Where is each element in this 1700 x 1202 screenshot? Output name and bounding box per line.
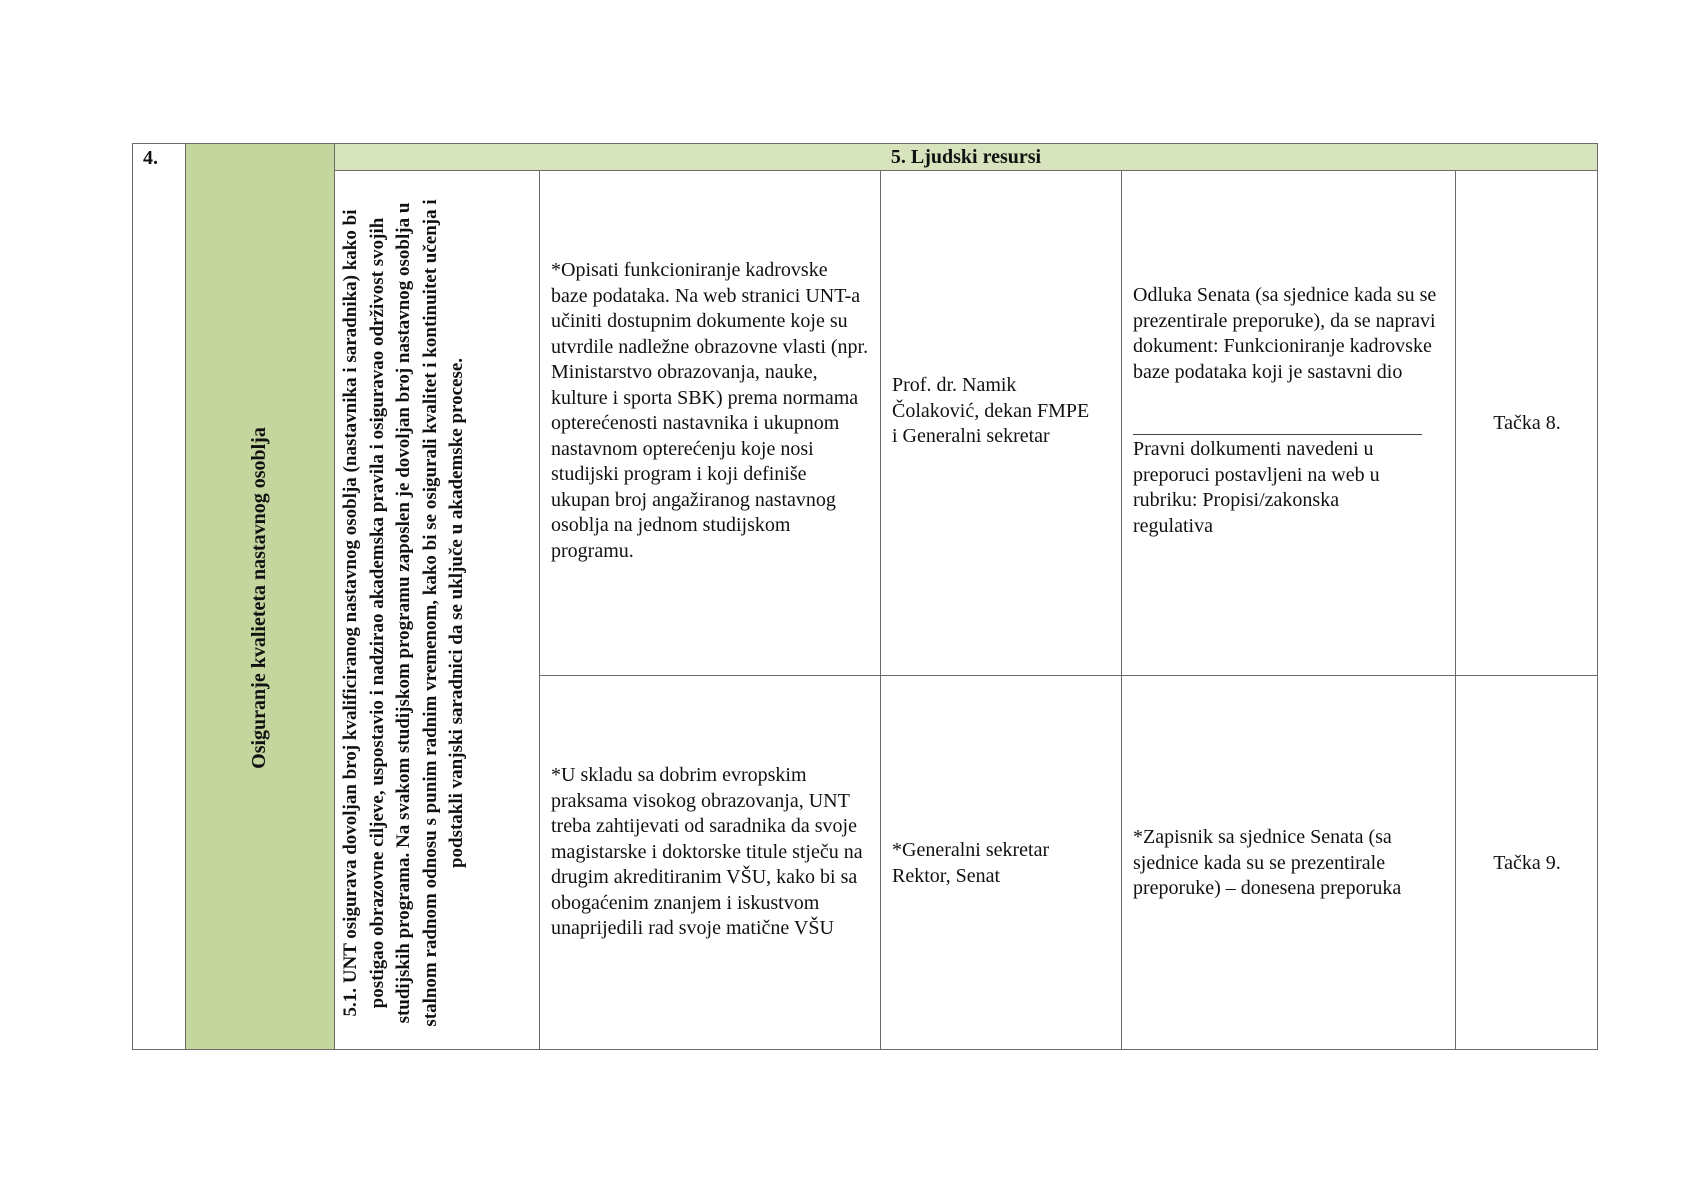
section-header: 5. Ljudski resursi [890, 146, 1042, 168]
point-1: Tačka 8. [1493, 412, 1561, 434]
row-number: 4. [143, 147, 158, 169]
recommendation-1: *Opisati funkcioniranje kadrovske baze podataka. Na web stranici UNT-a učiniti dostupnim dokumente koje su utvrdile nadležne obrazovne vlasti (npr. Ministarstvo obrazovanja, nauke, kulture i sporta SBK) prema normama opterećenosti nastavnika i ukupnom nastavnom opterećenju koje nosi studijski program i koji definiše ukupan broj angažiranog nastavnog osoblja na jednom studijskom programu. [551, 259, 869, 562]
evidence-1-extra: Pravni dolkumenti navedeni u preporuci postavljeni na web u rubriku: Propisi/zakonska regulativa [1133, 438, 1380, 537]
recommendation-2: *U skladu sa dobrim evropskim praksama visokog obrazovanja, UNT treba zahtijevati od saradnika da svoje magistarske i doktorske titule stječu na drugim akreditiranim VŠU, kako bi sa obogaćenim znanjem i iskustvom unaprijedili rad svoje matične VŠU [551, 764, 863, 939]
evidence-2: *Zapisnik sa sjednice Senata (sa sjednice kada su se prezentirale preporuke) – donesena preporuka [1133, 826, 1402, 899]
evidence-divider [1133, 434, 1422, 435]
standard-text: 5.1. UNT osigurava dovoljan broj kvalificiranog nastavnog osoblja (nastavnika i saradnika) kako bi postigao obrazovne ciljeve, uspostavio i nadzirao akademska pravila i osiguravao održivost svojih studijskih programa. Na svakom studijskom programu zaposlen je dovoljan broj nastavnog osoblja u stalnom radnom odnosu s punim radnim vremenom, kako bi se osigurali kvalitet i kontinuitet učenja i podstakli vanjski saradnici da se uključe u akademske procese. [340, 199, 467, 1027]
point-2: Tačka 9. [1493, 852, 1561, 874]
area-label: Osiguranje kvalieteta nastavnog osoblja [248, 427, 270, 769]
evidence-1: Odluka Senata (sa sjednice kada su se prezentirale preporuke), da se napravi dokument: Funkcioniranje kadrovske baze podataka koji je sastavni dio [1133, 284, 1437, 383]
responsible-1: Prof. dr. Namik Čolaković, dekan FMPE i Generalni sekretar [892, 374, 1090, 447]
responsible-2: *Generalni sekretar Rektor, Senat [892, 839, 1050, 887]
